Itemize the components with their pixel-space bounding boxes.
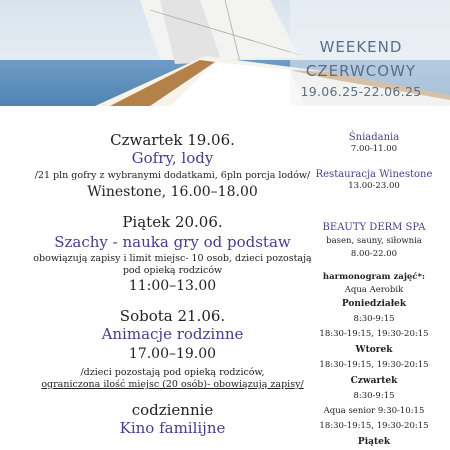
spa-label: BEAUTY DERM SPA [322, 222, 426, 233]
event-note: /dzieci pozostają pod opieką rodziców, [80, 367, 265, 378]
schedule-slot: 8:30-9:15 [353, 314, 395, 324]
event-time: 11:00–13.00 [128, 278, 217, 294]
hero-title-line2: CZERWCOWY [305, 62, 417, 80]
event-note: obowiązują zapisy i limit miejsc- 10 osob, dzieci pozostają [33, 253, 312, 264]
schedule-slot: 18:30-19:15, 19:30-20:15 [319, 360, 429, 370]
events-column [0, 126, 345, 437]
hero-dates: 19.06.25-22.06.25 [300, 84, 422, 99]
schedule-slot: Aqua senior 9:30-10:15 [323, 406, 425, 416]
schedule-slot: 18:30-19:15, 19:30-20:15 [319, 421, 429, 431]
restaurant-label: Restauracja Winestone [315, 169, 433, 180]
event-day: Czwartek 19.06. [110, 131, 235, 149]
event-thursday [0, 131, 345, 201]
aqua-label: Aqua Aerobik [344, 285, 404, 295]
hero-banner [0, 0, 450, 106]
schedule-label: harmonogram zajęć*: [322, 272, 426, 282]
event-friday [0, 213, 345, 295]
spa-description: basen, sauny, siłownia [326, 236, 422, 246]
restaurant-time: 13.00-23.00 [348, 181, 400, 191]
schedule-day: Czwartek [350, 376, 398, 386]
schedule-slot: 18:30-19:15, 19:30-20:15 [319, 329, 429, 339]
event-title: Animacje rodzinne [101, 325, 244, 343]
schedule-slot: 8:30-9:15 [353, 391, 395, 401]
amenities-column [298, 126, 450, 448]
event-time: Winestone, 16.00–18.00 [87, 184, 258, 200]
event-time: 17.00–19.00 [128, 346, 217, 362]
schedule-day: Poniedziałek [341, 299, 407, 309]
event-note: /21 pln gofry z wybranymi dodatkami, 6pln porcja lodów/ [34, 170, 311, 181]
event-title: Kino familijne [119, 419, 226, 437]
schedule-day: Wtorek [355, 345, 393, 355]
event-note: pod opieką rodziców [122, 265, 223, 276]
event-title: Szachy - nauka gry od podstaw [54, 233, 291, 251]
breakfast-time: 7.00-11.00 [350, 144, 398, 154]
hero-title-line1: WEEKEND [319, 38, 403, 56]
event-daily [0, 401, 345, 437]
event-saturday [0, 307, 345, 391]
event-title: Gofry, lody [131, 149, 214, 167]
event-day: Sobota 21.06. [119, 307, 226, 325]
breakfast-label: Śniadania [348, 132, 400, 143]
event-day: codziennie [131, 401, 214, 419]
spa-time: 8.00-22.00 [350, 249, 398, 259]
event-note: ograniczona ilość miejsc (20 osób)- obowiązują zapisy/ [41, 379, 304, 390]
event-day: Piątek 20.06. [122, 213, 223, 231]
schedule-day: Piątek [357, 437, 391, 447]
